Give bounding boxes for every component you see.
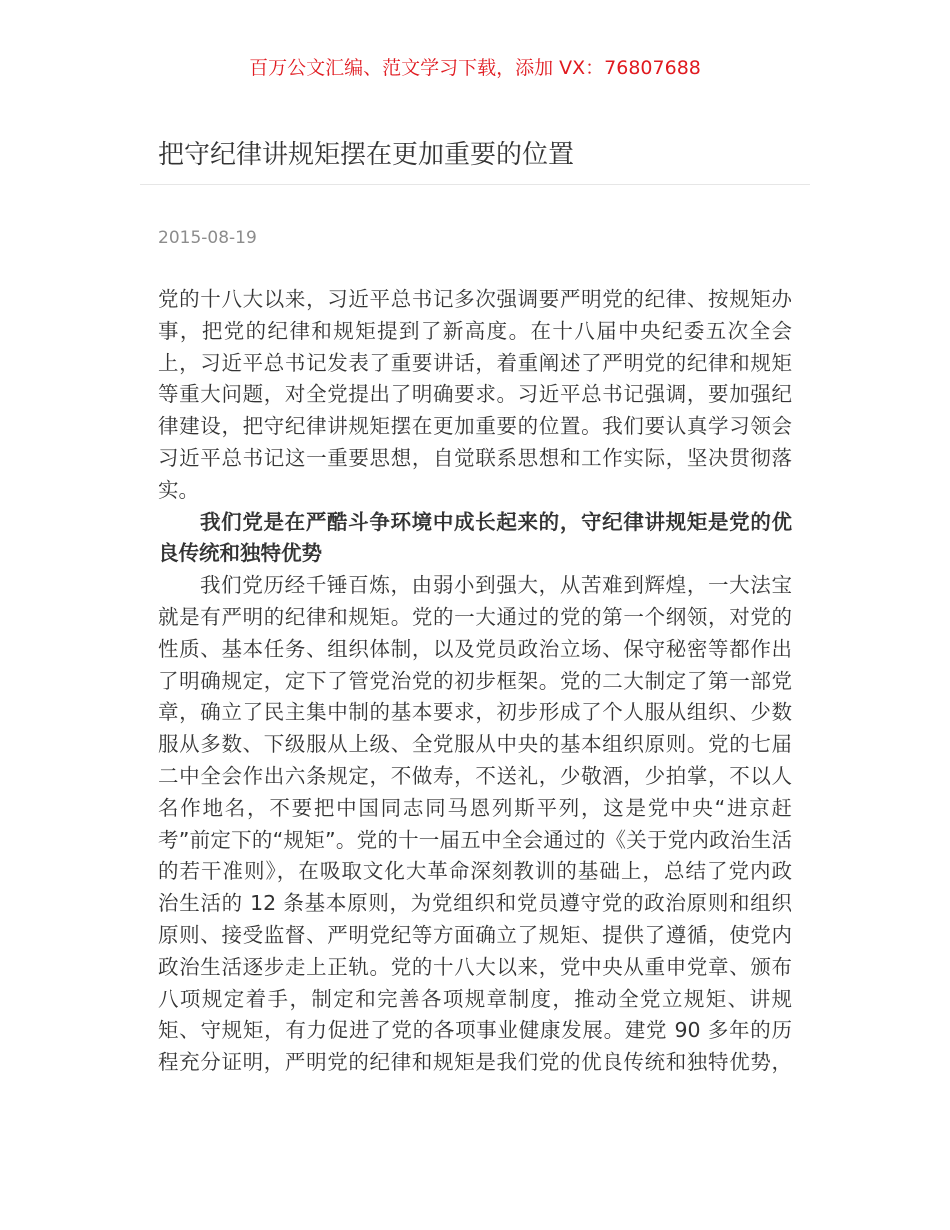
download-banner: 百万公文汇编、范文学习下载，添加 VX：76807688 <box>249 57 701 79</box>
paragraph-line: 党的十八大以来，习近平总书记多次强调要严明党的纪律、按规矩办 <box>158 287 792 311</box>
paragraph-line: 就是有严明的纪律和规矩。党的一大通过的党的第一个纲领，对党的 <box>158 604 792 629</box>
paragraph-line: 八项规定着手，制定和完善各项规章制度，推动全党立规矩、讲规 <box>158 986 792 1011</box>
paragraph-line: 服从多数、下级服从上级、全党服从中央的基本组织原则。党的七届 <box>158 732 792 757</box>
paragraph-line: 上，习近平总书记发表了重要讲话，着重阐述了严明党的纪律和规矩 <box>158 350 792 375</box>
section-heading-line: 我们党是在严酷斗争环境中成长起来的，守纪律讲规矩是党的优 <box>200 509 792 534</box>
paragraph-line: 的若干准则》，在吸取文化大革命深刻教训的基础上，总结了党内政 <box>158 859 792 884</box>
paragraph-line: 矩、守规矩，有力促进了党的各项事业健康发展。建党 90 多年的历 <box>158 1018 792 1043</box>
paragraph-line: 律建设，把守纪律讲规矩摆在更加重要的位置。我们要认真学习领会 <box>158 414 792 439</box>
paragraph-line: 原则、接受监督、严明党纪等方面确立了规矩、提供了遵循，使党内 <box>158 922 792 947</box>
paragraph-line: 考”前定下的“规矩”。党的十一届五中全会通过的《关于党内政治生活 <box>158 827 792 852</box>
publish-date: 2015-08-19 <box>158 228 257 248</box>
paragraph-line: 实。 <box>158 477 199 502</box>
article-title: 把守纪律讲规矩摆在更加重要的位置 <box>158 140 575 170</box>
paragraph-line: 政治生活逐步走上正轨。党的十八大以来，党中央从重申党章、颁布 <box>158 954 792 979</box>
paragraph-line: 习近平总书记这一重要思想，自觉联系思想和工作实际，坚决贯彻落 <box>158 445 792 470</box>
paragraph-line: 治生活的 12 条基本原则，为党组织和党员遵守党的政治原则和组织 <box>158 891 792 916</box>
paragraph-line: 章，确立了民主集中制的基本要求，初步形成了个人服从组织、少数 <box>158 700 792 725</box>
paragraph-line: 事，把党的纪律和规矩提到了新高度。在十八届中央纪委五次全会 <box>158 318 792 343</box>
paragraph-line: 我们党历经千锤百炼，由弱小到强大，从苦难到辉煌，一大法宝 <box>200 573 792 598</box>
paragraph-line: 二中全会作出六条规定，不做寿，不送礼，少敬酒，少拍掌，不以人 <box>158 763 792 788</box>
article-body <box>158 284 792 1079</box>
paragraph-line: 程充分证明，严明党的纪律和规矩是我们党的优良传统和独特优势， <box>158 1050 792 1075</box>
paragraph-line: 名作地名，不要把中国同志同马恩列斯平列，这是党中央“进京赶 <box>158 795 792 820</box>
paragraph-line: 等重大问题，对全党提出了明确要求。习近平总书记强调，要加强纪 <box>158 382 792 407</box>
title-divider <box>140 184 810 185</box>
section-heading-line: 良传统和独特优势 <box>158 541 322 566</box>
paragraph-line: 了明确规定，定下了管党治党的初步框架。党的二大制定了第一部党 <box>158 668 792 693</box>
paragraph-line: 性质、基本任务、组织体制，以及党员政治立场、保守秘密等都作出 <box>158 636 792 661</box>
